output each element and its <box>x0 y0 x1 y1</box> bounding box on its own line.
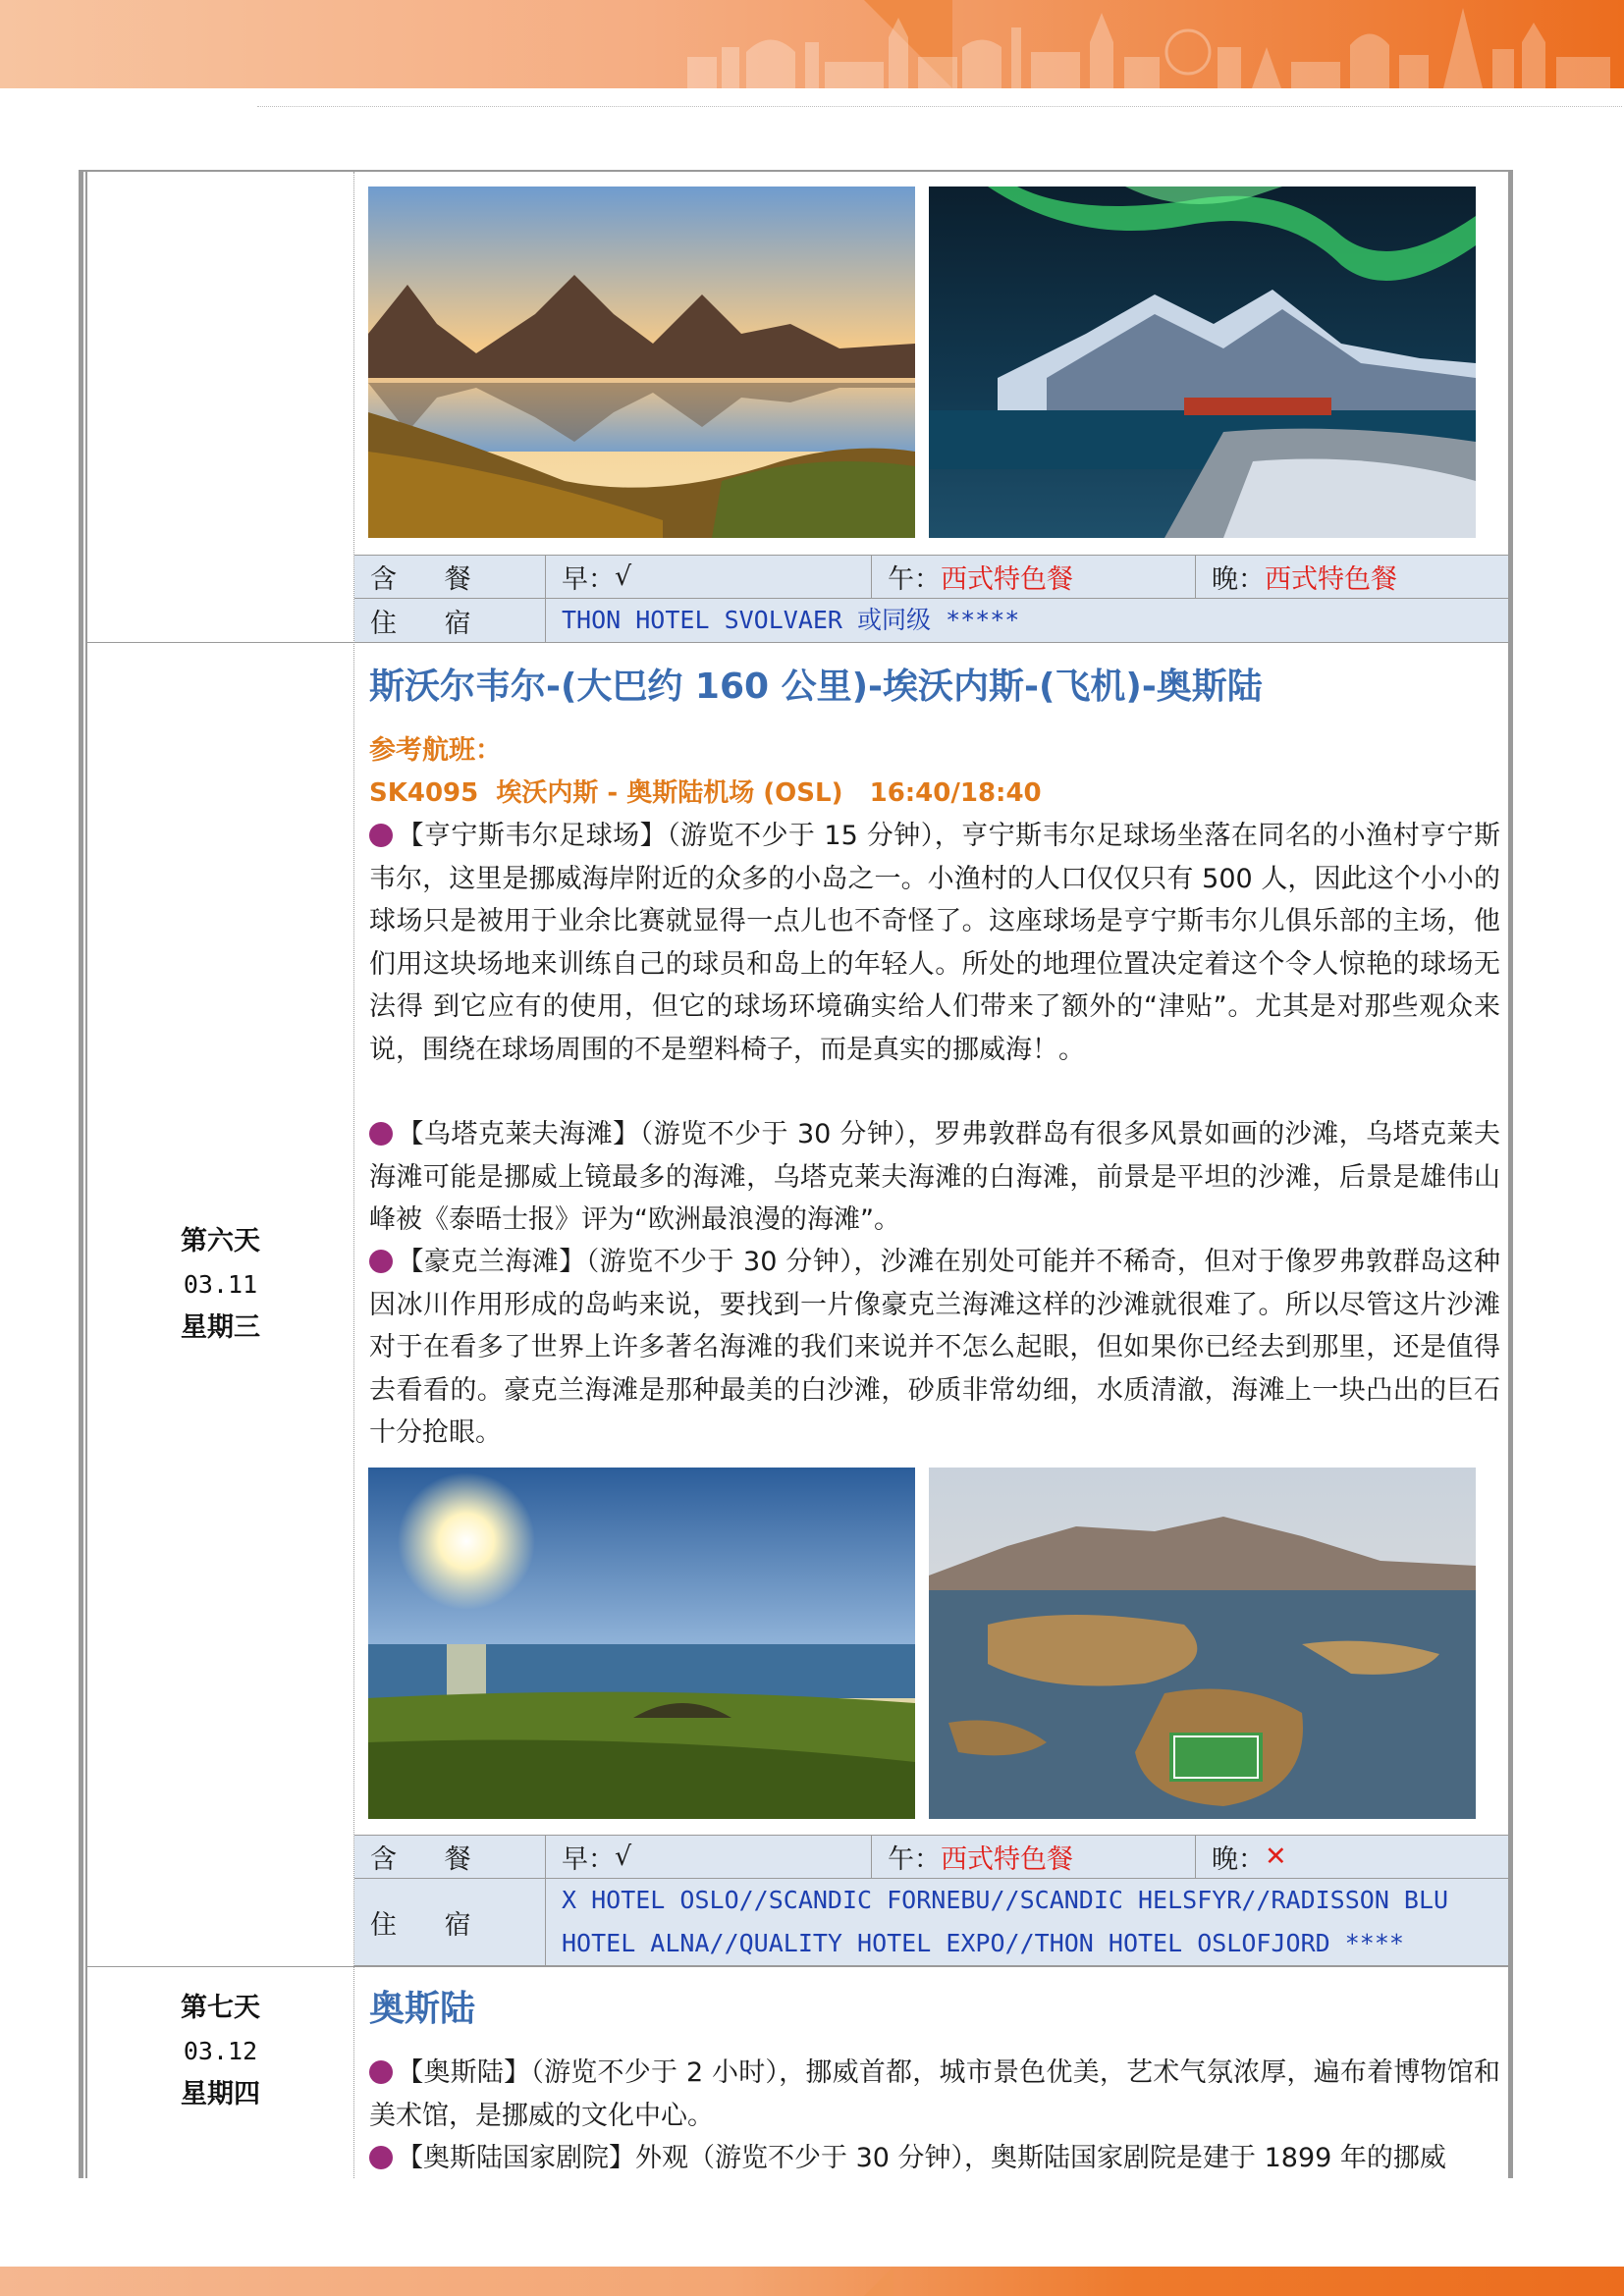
bullet-icon <box>369 1122 393 1146</box>
bullet-icon <box>369 1250 393 1273</box>
footer-banner <box>0 2267 1624 2296</box>
bullet-icon <box>369 2146 393 2169</box>
dinner-cell: 晚： ✕ <box>1212 1842 1287 1875</box>
header-divider <box>257 106 1622 107</box>
hotel-value: THON HOTEL SVOLVAER 或同级 ***** <box>562 606 1020 634</box>
photo-beach-sunset <box>368 1468 915 1819</box>
attraction-henningsvaer-stadium: 【亨宁斯韦尔足球场】（游览不少于 15 分钟），亨宁斯韦尔足球场坐落在同名的小渔村亨宁斯韦尔，这里是挪威海岸附近的众多的小岛之一。小渔村的人口仅仅只有 500 人，因此这个小小的球场只是被用于业余比赛就显得一点儿也不奇怪了。这座球场是亨宁斯韦尔儿俱乐部的主场，他们用这块场地来训练自己的球员和岛上的年轻人。所处的地理位置决定着这个令人惊艳的球场无法得 到它应有的使用，但它的球场环境确实给人们带来了额外的“津贴”。尤其是对那些观众来说，围绕在球场周围的不是塑料椅子，而是真实的挪威海！。 <box>369 821 1500 1065</box>
photo-henningsvaer-aerial <box>929 1468 1476 1819</box>
day7-route-title: 奥斯陆 <box>369 1989 476 2029</box>
row-divider-day7 <box>87 1966 1508 1967</box>
hotel-label: 住 宿 <box>354 599 546 642</box>
flight-detail: SK4095 埃沃内斯 - 奥斯陆机场 (OSL) 16:40/18:40 <box>369 778 1042 808</box>
attraction-uttakleiv-beach: 【乌塔克莱夫海滩】（游览不少于 30 分钟），罗弗敦群岛有很多风景如画的沙滩，乌塔克莱夫海滩可能是挪威上镜最多的海滩，乌塔克莱夫海滩的白海滩，前景是平坦的沙滩，后景是雄伟山峰被《泰晤士报》评为“欧洲最浪漫的海滩”。 <box>369 1119 1500 1235</box>
table-border-left-inner <box>85 171 87 2178</box>
dinner-cell: 晚： 西式特色餐 <box>1212 564 1397 595</box>
hotel-row-day6 <box>354 1878 1508 1966</box>
breakfast-cell: 早： √ <box>546 556 872 598</box>
table-border-left <box>79 171 83 2178</box>
bullet-icon <box>369 2060 393 2084</box>
footer-accent <box>864 2267 893 2296</box>
attraction-oslo: 【奥斯陆】（游览不少于 2 小时），挪威首都，城市景色优美，艺术气氛浓厚，遍布着博物馆和美术馆，是挪威的文化中心。 <box>369 2057 1500 2131</box>
day7-label: 第七天 03.12 星期四 <box>181 1993 260 2109</box>
no-meal-icon: ✕ <box>1265 1842 1287 1872</box>
photo-reine-fjord <box>368 187 915 538</box>
lunch-cell: 午： 西式特色餐 <box>872 556 1196 598</box>
table-border-top <box>79 170 1513 172</box>
day6-route-title: 斯沃尔韦尔-(大巴约 160 公里)-埃沃内斯-(飞机)-奥斯陆 <box>369 667 1263 707</box>
hotel-value: X HOTEL OSLO//SCANDIC FORNEBU//SCANDIC HELSFYR//RADISSON BLU HOTEL ALNA//QUALITY HOTEL EXPO//THON HOTEL OSLOFJORD **** <box>562 1886 1449 1957</box>
attraction-national-theatre: 【奥斯陆国家剧院】外观（游览不少于 30 分钟），奥斯陆国家剧院是建于 1899 年的挪威 <box>369 2137 1500 2178</box>
attraction-haukland-beach: 【豪克兰海滩】（游览不少于 30 分钟），沙滩在别处可能并不稀奇，但对于像罗弗敦群岛这种因冰川作用形成的岛屿来说，要找到一片像豪克兰海滩这样的沙滩就很难了。所以尽管这片沙滩对于在看多了世界上许多著名海滩的我们来说并不怎么起眼，但如果你已经去到那里，还是值得去看看的。豪克兰海滩是那种最美的白沙滩，砂质非常幼细，水质清澈，海滩上一块凸出的巨石十分抢眼。 <box>369 1247 1500 1448</box>
breakfast-cell: 早： √ <box>546 1836 872 1878</box>
meals-row-day6 <box>354 1835 1508 1879</box>
meals-row-prev <box>354 555 1508 599</box>
header-banner <box>0 0 1624 88</box>
hotel-label: 住 宿 <box>354 1879 546 1965</box>
hotel-row-prev <box>354 598 1508 643</box>
photo-northern-lights <box>929 187 1476 538</box>
table-border-right <box>1508 171 1513 2178</box>
bullet-icon <box>369 824 393 847</box>
city-skyline-graphic <box>677 8 1620 88</box>
day6-label: 第六天 03.11 星期三 <box>181 1226 260 1343</box>
meals-label: 含 餐 <box>354 556 546 598</box>
lunch-cell: 午： 西式特色餐 <box>872 1836 1196 1878</box>
flight-heading: 参考航班： <box>369 735 502 766</box>
meals-label: 含 餐 <box>354 1836 546 1878</box>
